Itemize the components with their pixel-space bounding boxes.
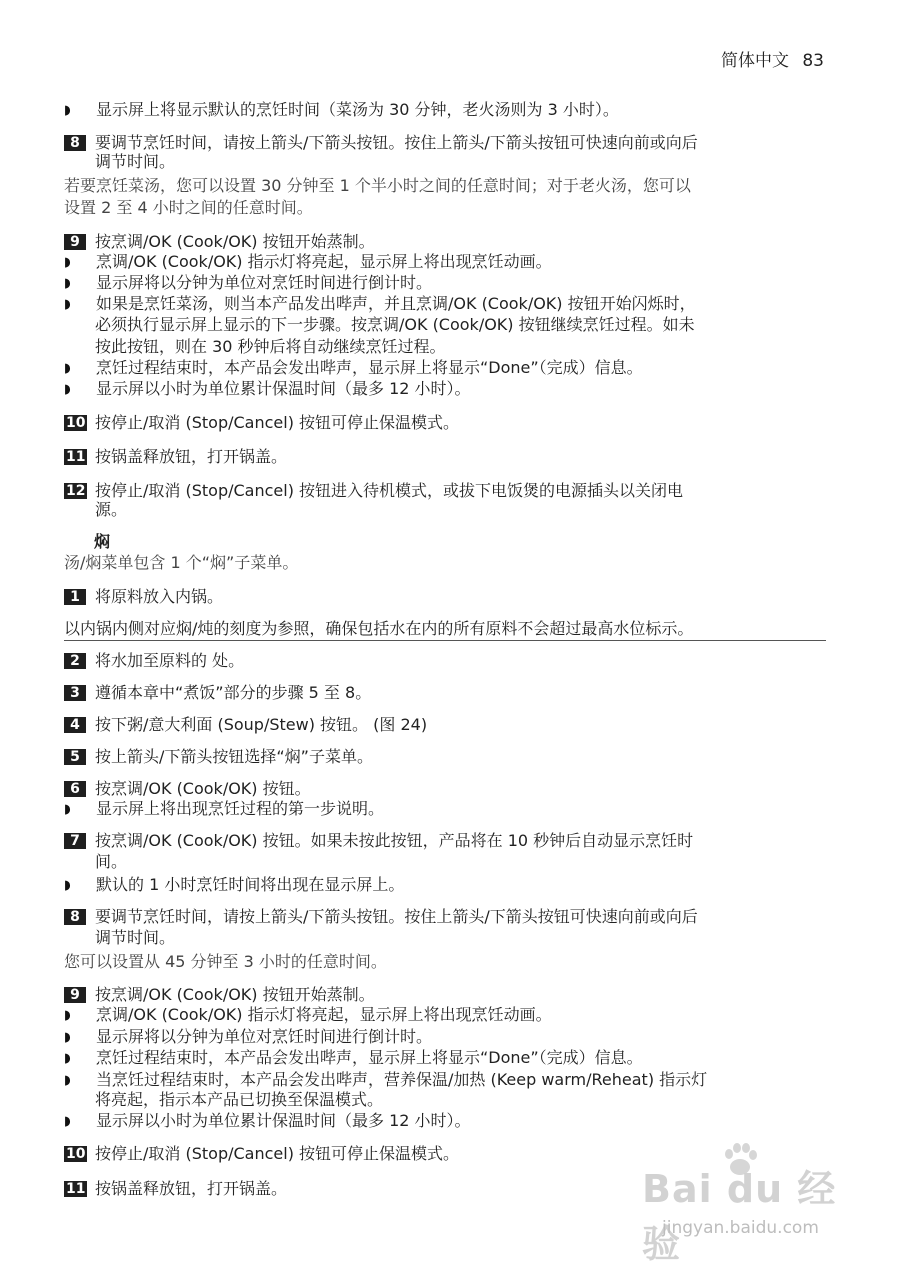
section-rule xyxy=(64,640,826,641)
step-text: 按停止/取消 (Stop/Cancel) 按钮可停止保温模式。 xyxy=(95,1144,460,1163)
bullet-marker-icon: ◗ xyxy=(64,1114,71,1129)
bullet-text: 烹调/OK (Cook/OK) 指示灯将亮起，显示屏上将出现烹饪动画。 xyxy=(96,1005,552,1024)
bullet-text: 烹饪过程结束时，本产品会发出哔声，显示屏上将显示“Done”（完成）信息。 xyxy=(96,1048,643,1067)
continuation-text: 间。 xyxy=(95,852,128,871)
bullet-text: 显示屏上将显示默认的烹饪时间（菜汤为 30 分钟，老火汤则为 3 小时）。 xyxy=(96,100,619,119)
step-number-badge: 11 xyxy=(66,449,86,465)
bullet-marker-icon: ◗ xyxy=(64,878,71,893)
step-text: 按烹调/OK (Cook/OK) 按钮。如果未按此按钮，产品将在 10 秒钟后自动显示烹饪时 xyxy=(95,831,694,850)
step-text: 要调节烹饪时间，请按上箭头/下箭头按钮。按住上箭头/下箭头按钮可快速向前或向后 xyxy=(95,907,698,926)
step-number-badge: 10 xyxy=(66,1146,86,1162)
bullet-text: 默认的 1 小时烹饪时间将出现在显示屏上。 xyxy=(96,875,405,894)
step-number-badge: 4 xyxy=(64,717,86,733)
note-text: 设置 2 至 4 小时之间的任意时间。 xyxy=(64,198,313,217)
step-number-badge: 7 xyxy=(64,833,86,849)
baidu-watermark xyxy=(642,1140,852,1266)
step-number-badge: 9 xyxy=(64,234,86,250)
step-text: 按烹调/OK (Cook/OK) 按钮开始蒸制。 xyxy=(95,232,375,251)
note-text: 汤/焖菜单包含 1 个“焖”子菜单。 xyxy=(64,553,299,572)
step-number-badge: 3 xyxy=(64,685,86,701)
bullet-marker-icon: ◗ xyxy=(64,361,71,376)
step-text: 按锅盖释放钮，打开锅盖。 xyxy=(95,1179,288,1198)
page-number: 83 xyxy=(802,51,824,71)
step-number-badge: 9 xyxy=(64,987,86,1003)
bullet-text: 烹调/OK (Cook/OK) 指示灯将亮起，显示屏上将出现烹饪动画。 xyxy=(96,252,552,271)
bullet-marker-icon: ◗ xyxy=(64,802,71,817)
step-number-badge: 1 xyxy=(64,589,86,605)
note-text: 若要烹饪菜汤，您可以设置 30 分钟至 1 个半小时之间的任意时间；对于老火汤，您可以 xyxy=(64,176,691,195)
bullet-marker-icon: ◗ xyxy=(64,297,71,312)
bullet-marker-icon: ◗ xyxy=(64,1073,71,1088)
step-number-badge: 8 xyxy=(64,909,86,925)
bullet-marker-icon: ◗ xyxy=(64,255,71,270)
continuation-text: 源。 xyxy=(95,500,128,519)
bullet-text: 烹饪过程结束时，本产品会发出哔声，显示屏上将显示“Done”（完成）信息。 xyxy=(96,358,643,377)
bullet-text: 显示屏上将出现烹饪过程的第一步说明。 xyxy=(96,799,385,818)
step-text: 按烹调/OK (Cook/OK) 按钮。 xyxy=(95,779,311,798)
step-text: 将原料放入内锅。 xyxy=(95,587,224,606)
bullet-marker-icon: ◗ xyxy=(64,103,71,118)
bullet-text: 当烹饪过程结束时，本产品会发出哔声，营养保温/加热 (Keep warm/Reheat) 指示灯 xyxy=(96,1070,708,1089)
step-number-badge: 6 xyxy=(64,781,86,797)
step-number-badge: 2 xyxy=(64,653,86,669)
step-text: 要调节烹饪时间，请按上箭头/下箭头按钮。按住上箭头/下箭头按钮可快速向前或向后 xyxy=(95,133,698,152)
note-text: 您可以设置从 45 分钟至 3 小时的任意时间。 xyxy=(64,952,387,971)
watermark-url: jingyan.baidu.com xyxy=(662,1218,819,1238)
bullet-text: 显示屏以小时为单位累计保温时间（最多 12 小时）。 xyxy=(96,1111,471,1130)
continuation-text: 将亮起，指示本产品已切换至保温模式。 xyxy=(95,1090,384,1109)
bullet-text: 显示屏以小时为单位累计保温时间（最多 12 小时）。 xyxy=(96,379,471,398)
bullet-text: 显示屏将以分钟为单位对烹饪时间进行倒计时。 xyxy=(96,273,433,292)
step-number-badge: 8 xyxy=(64,135,86,151)
bullet-text: 显示屏将以分钟为单位对烹饪时间进行倒计时。 xyxy=(96,1027,433,1046)
step-number-badge: 11 xyxy=(66,1181,86,1197)
bullet-marker-icon: ◗ xyxy=(64,1030,71,1045)
watermark-brand: Bai du 经验 xyxy=(642,1167,837,1266)
step-text: 按烹调/OK (Cook/OK) 按钮开始蒸制。 xyxy=(95,985,375,1004)
continuation-text: 调节时间。 xyxy=(95,928,176,947)
bullet-text: 如果是烹饪菜汤，则当本产品发出哔声，并且烹调/OK (Cook/OK) 按钮开始闪烁时， xyxy=(96,294,696,313)
step-number-badge: 5 xyxy=(64,749,86,765)
step-text: 按停止/取消 (Stop/Cancel) 按钮进入待机模式，或拔下电饭煲的电源插头以关闭电 xyxy=(95,481,684,500)
continuation-text: 按此按钮，则在 30 秒钟后将自动继续烹饪过程。 xyxy=(95,337,446,356)
bullet-marker-icon: ◗ xyxy=(64,1051,71,1066)
section-subtitle: 焖 xyxy=(94,532,111,551)
bullet-marker-icon: ◗ xyxy=(64,1008,71,1023)
step-text: 按停止/取消 (Stop/Cancel) 按钮可停止保温模式。 xyxy=(95,413,460,432)
continuation-text: 调节时间。 xyxy=(95,152,176,171)
step-text: 将水加至原料的 处。 xyxy=(95,651,245,670)
header-language: 简体中文 xyxy=(720,51,789,71)
continuation-text: 必须执行显示屏上显示的下一步骤。按烹调/OK (Cook/OK) 按钮继续烹饪过程。如未 xyxy=(95,315,695,334)
step-text: 按上箭头/下箭头按钮选择“焖”子菜单。 xyxy=(95,747,373,766)
bullet-marker-icon: ◗ xyxy=(64,382,71,397)
step-number-badge: 10 xyxy=(66,415,86,431)
caution-text: 以内锅内侧对应焖/炖的刻度为参照，确保包括水在内的所有原料不会超过最高水位标示。 xyxy=(64,619,694,638)
step-text: 按下粥/意大利面 (Soup/Stew) 按钮。 (图 24) xyxy=(95,715,428,734)
step-text: 遵循本章中“煮饭”部分的步骤 5 至 8。 xyxy=(95,683,372,702)
page-header xyxy=(721,46,824,71)
bullet-marker-icon: ◗ xyxy=(64,276,71,291)
step-number-badge: 12 xyxy=(66,483,86,499)
step-text: 按锅盖释放钮，打开锅盖。 xyxy=(95,447,288,466)
